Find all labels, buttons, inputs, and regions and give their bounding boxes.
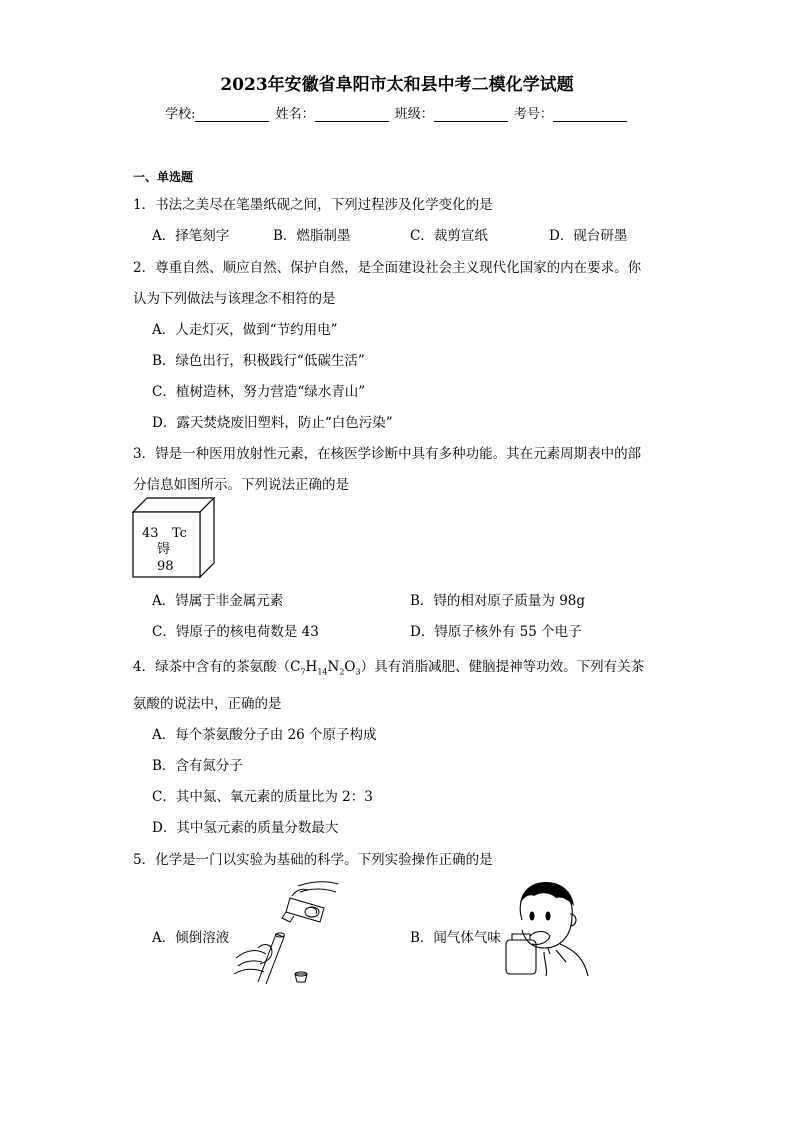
student-info-line xyxy=(0,103,794,122)
q1-option-a[interactable]: A．择笔刻字 xyxy=(152,228,230,244)
q2-stem-line1: 2．尊重自然、顺应自然、保护自然，是全面建设社会主义现代化国家的内在要求。你 xyxy=(133,260,642,276)
q4-stem-line2: 氨酸的说法中，正确的是 xyxy=(133,696,282,712)
q5-option-a[interactable]: A．倾倒溶液 xyxy=(152,930,230,946)
q3-option-a[interactable]: A．锝属于非金属元素 xyxy=(152,593,284,609)
element-cell-figure xyxy=(132,497,216,579)
name-label: 姓名： xyxy=(275,107,315,122)
q4-stem-suffix: ）具有消脂减肥、健脑提神等功效。下列有关茶 xyxy=(360,659,645,675)
q1-option-c[interactable]: C．裁剪宣纸 xyxy=(410,228,488,244)
q4-stem-prefix: 4．绿茶中含有的茶氨酸（ xyxy=(133,659,291,675)
q2-stem-line2: 认为下列做法与该理念不相符的是 xyxy=(133,291,336,307)
element-symbol: Tc xyxy=(172,526,187,541)
pouring-liquid-illustration xyxy=(232,878,352,984)
q1-option-d[interactable]: D．砚台研墨 xyxy=(549,228,628,244)
page-title: 2023年安徽省阜阳市太和县中考二模化学试题 xyxy=(220,75,574,95)
q5-option-b[interactable]: B．闻气体气味 xyxy=(410,930,501,946)
q2-option-d[interactable]: D．露天焚烧废旧塑料，防止“白色污染” xyxy=(152,415,393,431)
q1-option-b[interactable]: B．燃脂制墨 xyxy=(273,228,351,244)
q3-stem-line2: 分信息如图所示。下列说法正确的是 xyxy=(133,477,349,493)
q2-option-a[interactable]: A．人走灯灭，做到“节约用电” xyxy=(152,322,338,338)
q3-option-d[interactable]: D．锝原子核外有 55 个电子 xyxy=(410,624,582,640)
q3-option-b[interactable]: B．锝的相对原子质量为 98g xyxy=(410,593,586,609)
theanine-formula: $C_7H_{14}N_2O_3$ xyxy=(290,659,361,677)
element-atomic-number: 43 xyxy=(142,526,159,541)
q4-option-d[interactable]: D．其中氢元素的质量分数最大 xyxy=(152,820,339,836)
element-name: 锝 xyxy=(157,542,171,557)
q4-option-c[interactable]: C．其中氮、氧元素的质量比为 2：3 xyxy=(152,789,373,805)
section-heading: 一、单选题 xyxy=(133,170,194,184)
school-blank[interactable] xyxy=(195,108,269,122)
q1-stem: 1．书法之美尽在笔墨纸砚之间，下列过程涉及化学变化的是 xyxy=(133,197,493,213)
exam-no-label: 考号： xyxy=(513,107,553,122)
q2-option-c[interactable]: C．植树造林，努力营造“绿水青山” xyxy=(152,384,366,400)
class-blank[interactable] xyxy=(434,108,508,122)
class-label: 班级： xyxy=(394,107,434,122)
school-label: 学校: xyxy=(165,107,196,122)
q3-option-c[interactable]: C．锝原子的核电荷数是 43 xyxy=(152,624,319,640)
q5-stem: 5．化学是一门以实验为基础的科学。下列实验操作正确的是 xyxy=(133,852,493,868)
element-mass: 98 xyxy=(157,559,174,574)
q4-stem-line1 xyxy=(133,655,644,677)
q3-stem-line1: 3．锝是一种医用放射性元素，在核医学诊断中具有多种功能。其在元素周期表中的部 xyxy=(133,446,642,462)
q4-option-b[interactable]: B．含有氮分子 xyxy=(152,758,243,774)
exam-no-blank[interactable] xyxy=(553,108,627,122)
smelling-gas-illustration xyxy=(500,880,594,978)
q2-option-b[interactable]: B．绿色出行，积极践行“低碳生活” xyxy=(152,353,365,369)
q4-option-a[interactable]: A．每个茶氨酸分子由 26 个原子构成 xyxy=(152,727,377,743)
name-blank[interactable] xyxy=(315,108,389,122)
